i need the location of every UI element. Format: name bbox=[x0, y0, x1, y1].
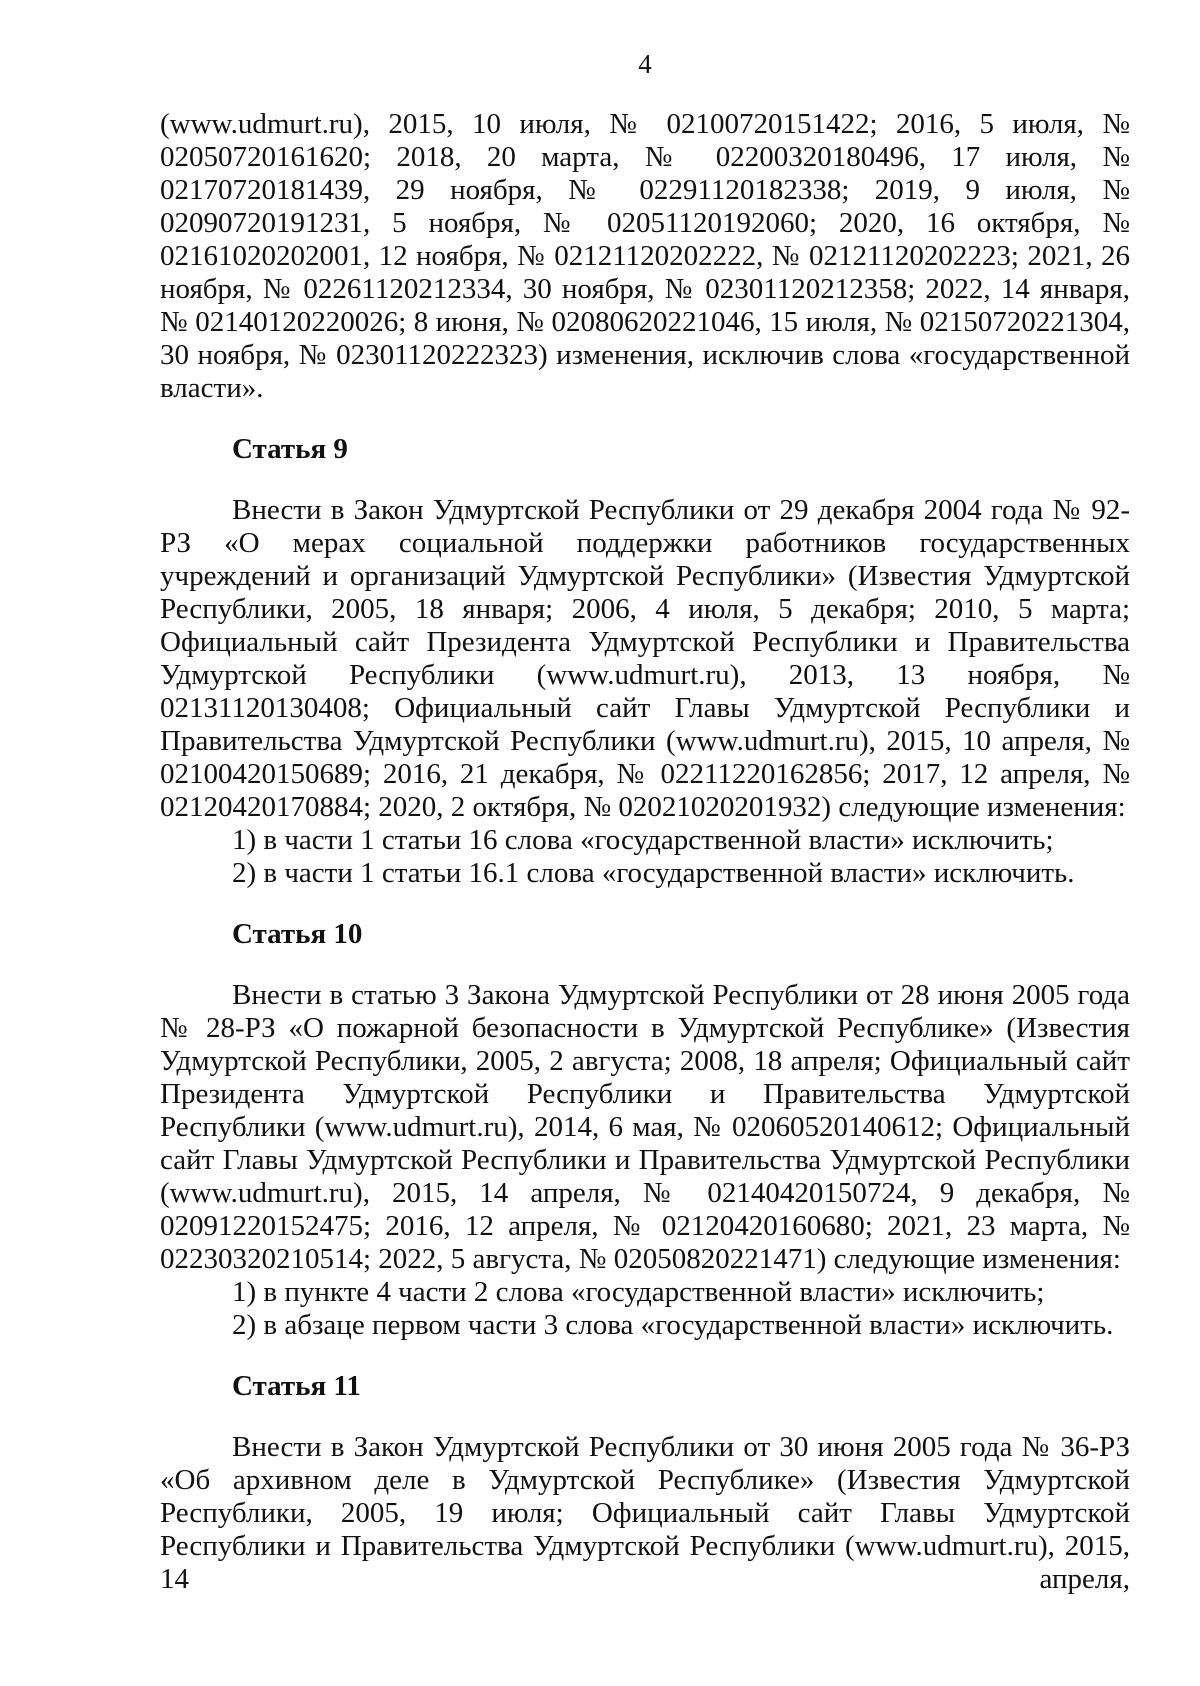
article-9 bbox=[160, 433, 1130, 890]
article-11 bbox=[160, 1370, 1130, 1596]
list-item: 2) в части 1 статьи 16.1 слова «государственной власти» исключить. bbox=[232, 857, 1075, 889]
article-paragraph: Внести в статью 3 Закона Удмуртской Республики от 28 июня 2005 года № 28-РЗ «О пожарной безопасности в Удмуртской Республике» (Известия Удмуртской Республики, 2005, 2 августа; 2008, 18 апреля; Официальный сайт Президента Удмуртской Республики и Правительства Удмуртской Республики (www.udmurt.ru), 2014, 6 мая, № 02060520140612; Официальный сайт Главы Удмуртской Республики и Правительства Удмуртской Республики (www.udmurt.ru), 2015, 14 апреля, № 02140420150724, 9 декабря, № 02091220152475; 2016, 12 апреля, № 02120420160680; 2021, 23 марта, № 02230320210514; 2022, 5 августа, № 02050820221471) следующие изменения: bbox=[160, 979, 1130, 1275]
article-heading: Статья 11 bbox=[232, 1370, 361, 1402]
article-paragraph: Внести в Закон Удмуртской Республики от 29 декабря 2004 года № 92-РЗ «О мерах социальной поддержки работников государственных учреждений и организаций Удмуртской Республики» (Известия Удмуртской Республики, 2005, 18 января; 2006, 4 июля, 5 декабря; 2010, 5 марта; Официальный сайт Президента Удмуртской Республики и Правительства Удмуртской Республики (www.udmurt.ru), 2013, 13 ноября, № 02131120130408; Официальный сайт Главы Удмуртской Республики и Правительства Удмуртской Республики (www.udmurt.ru), 2015, 10 апреля, № 02100420150689; 2016, 21 декабря, № 02211220162856; 2017, 12 апреля, № 02120420170884; 2020, 2 октября, № 02021020201932) следующие изменения: bbox=[160, 494, 1130, 823]
article-10 bbox=[160, 918, 1130, 1342]
list-item: 1) в части 1 статьи 16 слова «государственной власти» исключить; bbox=[232, 824, 1054, 856]
continuation-paragraph: (www.udmurt.ru), 2015, 10 июля, № 02100720151422; 2016, 5 июля, № 02050720161620; 2018, 20 марта, № 02200320180496, 17 июля, № 02170720181439, 29 ноября, № 02291120182338; 2019, 9 июля, № 02090720191231, 5 ноября, № 02051120192060; 2020, 16 октября, № 02161020202001, 12 ноября, № 02121120202222, № 02121120202223; 2021, 26 ноября, № 02261120212334, 30 ноября, № 02301120212358; 2022, 14 января, № 02140120220026; 8 июня, № 02080620221046, 15 июля, № 02150720221304, 30 ноября, № 02301120222323) изменения, исключив слова «государственной власти». bbox=[160, 108, 1130, 404]
list-item: 2) в абзаце первом части 3 слова «государственной власти» исключить. bbox=[232, 1309, 1114, 1341]
page-number: 4 bbox=[638, 49, 652, 79]
article-paragraph: Внести в Закон Удмуртской Республики от 30 июня 2005 года № 36-РЗ «Об архивном деле в Удмуртской Республике» (Известия Удмуртской Республики, 2005, 19 июля; Официальный сайт Главы Удмуртской Республики и Правительства Удмуртской Республики (www.udmurt.ru), 2015, 14 апреля, bbox=[160, 1431, 1130, 1595]
article-heading: Статья 10 bbox=[232, 918, 363, 950]
article-heading: Статья 9 bbox=[232, 433, 348, 465]
document-body bbox=[160, 108, 1130, 1596]
list-item: 1) в пункте 4 части 2 слова «государственной власти» исключить; bbox=[232, 1276, 1045, 1308]
